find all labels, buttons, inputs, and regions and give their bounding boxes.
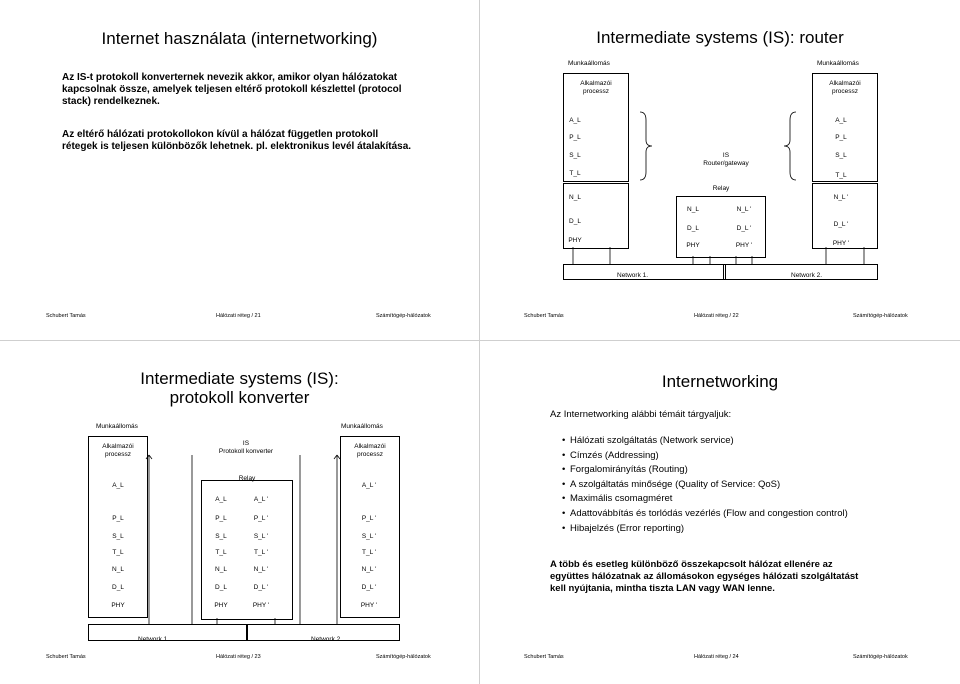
left-layer-label: S_L [112,533,124,540]
footer-left: Schubert Tamás [46,654,86,660]
right-workstation-label: Munkaállomás [341,423,383,430]
list-item: • Hibajelzés (Error reporting) [550,523,950,538]
slide-22 [480,0,960,340]
network-2-label: Network 2. [311,636,343,643]
left-layer-label: A_L [112,482,124,489]
left-layer-label: P_L [112,515,124,522]
left-app-process: Alkalmazói processz [102,443,134,458]
list-item: • Maximális csomagméret [550,493,950,508]
list-item: • A szolgáltatás minősége (Quality of Service: QoS) [550,479,950,494]
footer-right: Számítógép-hálózatok [376,313,431,319]
left-layer-label: T_L [569,170,581,177]
left-app-process: Alkalmazói processz [580,80,612,95]
list-item: • Forgalomirányítás (Routing) [550,464,950,479]
is-right-layer: N_L ' [736,206,752,213]
is-left-layer: D_L [215,584,227,591]
is-left-layer: S_L [215,533,227,540]
is-left-layer: D_L [687,225,699,232]
right-app-process: Alkalmazói processz [354,443,386,458]
footer-right: Számítógép-hálózatok [376,654,431,660]
footer-left: Schubert Tamás [524,313,564,319]
is-label: IS Protokoll konverter [218,440,274,455]
connector-lines [0,341,479,684]
right-layer-label: T_L [835,172,847,179]
right-layer-label: S_L ' [361,533,377,540]
is-right-layer: D_L ' [253,584,269,591]
left-layer-label: T_L [112,549,124,556]
is-right-layer: D_L ' [736,225,752,232]
is-left-layer: T_L [215,549,227,556]
right-layer-label: A_L ' [361,482,377,489]
footer-right: Számítógép-hálózatok [853,313,908,319]
right-layer-label: P_L [835,134,847,141]
slide-23 [0,341,479,684]
closing-paragraph: A több és esetleg különböző összekapcsolt hálózat ellenére az együttes hálózatnak az állomásokon egységes hálózati szolgáltatást kell nyújtania, mintha tiszta LAN vagy WAN lenne. [550,559,859,594]
relay-label: Relay [712,185,730,192]
left-layer-label: P_L [569,134,581,141]
left-layer-label: S_L [569,152,581,159]
right-layer-label: T_L ' [361,549,376,556]
right-layer-label: D_L ' [833,221,849,228]
network-2-label: Network 2. [791,272,823,279]
list-item: • Adattovábbítás és torlódás vezérlés (Flow and congestion control) [550,508,950,523]
left-layer-label: D_L [112,584,124,591]
list-item: • Címzés (Addressing) [550,450,950,465]
right-workstation-label: Munkaállomás [817,60,859,67]
list-item: • Hálózati szolgáltatás (Network service) [550,435,950,450]
footer-left: Schubert Tamás [524,654,564,660]
left-layer-label: PHY [568,237,582,244]
right-layer-label: N_L ' [361,566,377,573]
is-left-layer: N_L [215,566,227,573]
is-label: IS Router/gateway [703,152,749,167]
right-layer-label: A_L [835,117,847,124]
footer-left: Schubert Tamás [46,313,86,319]
slide-title: Intermediate systems (IS): router [596,28,844,47]
connector-lines [480,0,960,340]
relay-label: Relay [238,475,256,482]
paragraph-2: Az eltérő hálózati protokollokon kívül a hálózat független protokoll rétegek is teljesen különbözők lehetnek. pl. elektronikus levél átalakítása. [62,129,412,152]
left-layer-label: N_L [569,194,581,201]
is-left-layer: A_L [215,496,227,503]
left-workstation-label: Munkaállomás [96,423,138,430]
is-right-layer: PHY ' [735,242,753,249]
slide-title: Intermediate systems (IS): protokoll konverter [140,369,339,407]
right-layer-label: D_L ' [361,584,377,591]
is-left-layer: N_L [687,206,699,213]
network-1-label: Network 1. [617,272,649,279]
slide-21 [0,0,479,340]
network-1-label: Network 1. [138,636,170,643]
footer-center: Hálózati réteg / 24 [694,654,739,660]
is-right-layer: S_L ' [253,533,269,540]
is-right-layer: A_L ' [253,496,269,503]
left-layer-label: N_L [112,566,124,573]
is-right-layer: P_L ' [253,515,269,522]
footer-center: Hálózati réteg / 23 [216,654,261,660]
topic-list [550,435,950,537]
right-app-process: Alkalmazói processz [829,80,861,95]
slide-title: Internetworking [661,372,779,391]
right-layer-label: PHY ' [360,602,378,609]
is-right-layer: PHY ' [252,602,270,609]
left-workstation-label: Munkaállomás [568,60,610,67]
right-layer-label: N_L ' [833,194,849,201]
slide-24 [480,341,960,684]
footer-right: Számítógép-hálózatok [853,654,908,660]
is-right-layer: T_L ' [253,549,268,556]
is-left-layer: PHY [214,602,228,609]
is-left-layer: PHY [686,242,700,249]
is-right-layer: N_L ' [253,566,269,573]
right-layer-label: S_L [835,152,847,159]
slide-title: Internet használata (internetworking) [101,29,378,48]
intro-text: Az Internetworking alábbi témáit tárgyaljuk: [550,409,732,420]
footer-center: Hálózati réteg / 22 [694,313,739,319]
left-layer-label: PHY [111,602,125,609]
left-layer-label: A_L [569,117,581,124]
right-layer-label: P_L ' [361,515,377,522]
right-layer-label: PHY ' [832,240,850,247]
footer-center: Hálózati réteg / 21 [216,313,261,319]
paragraph-1: Az IS-t protokoll konverternek nevezik akkor, amikor olyan hálózatokat kapcsolnak össze, amelyek teljesen eltérő protokoll készlettel (protocol stack) rendelkeznek. [62,72,402,107]
left-layer-label: D_L [569,218,581,225]
is-left-layer: P_L [215,515,227,522]
